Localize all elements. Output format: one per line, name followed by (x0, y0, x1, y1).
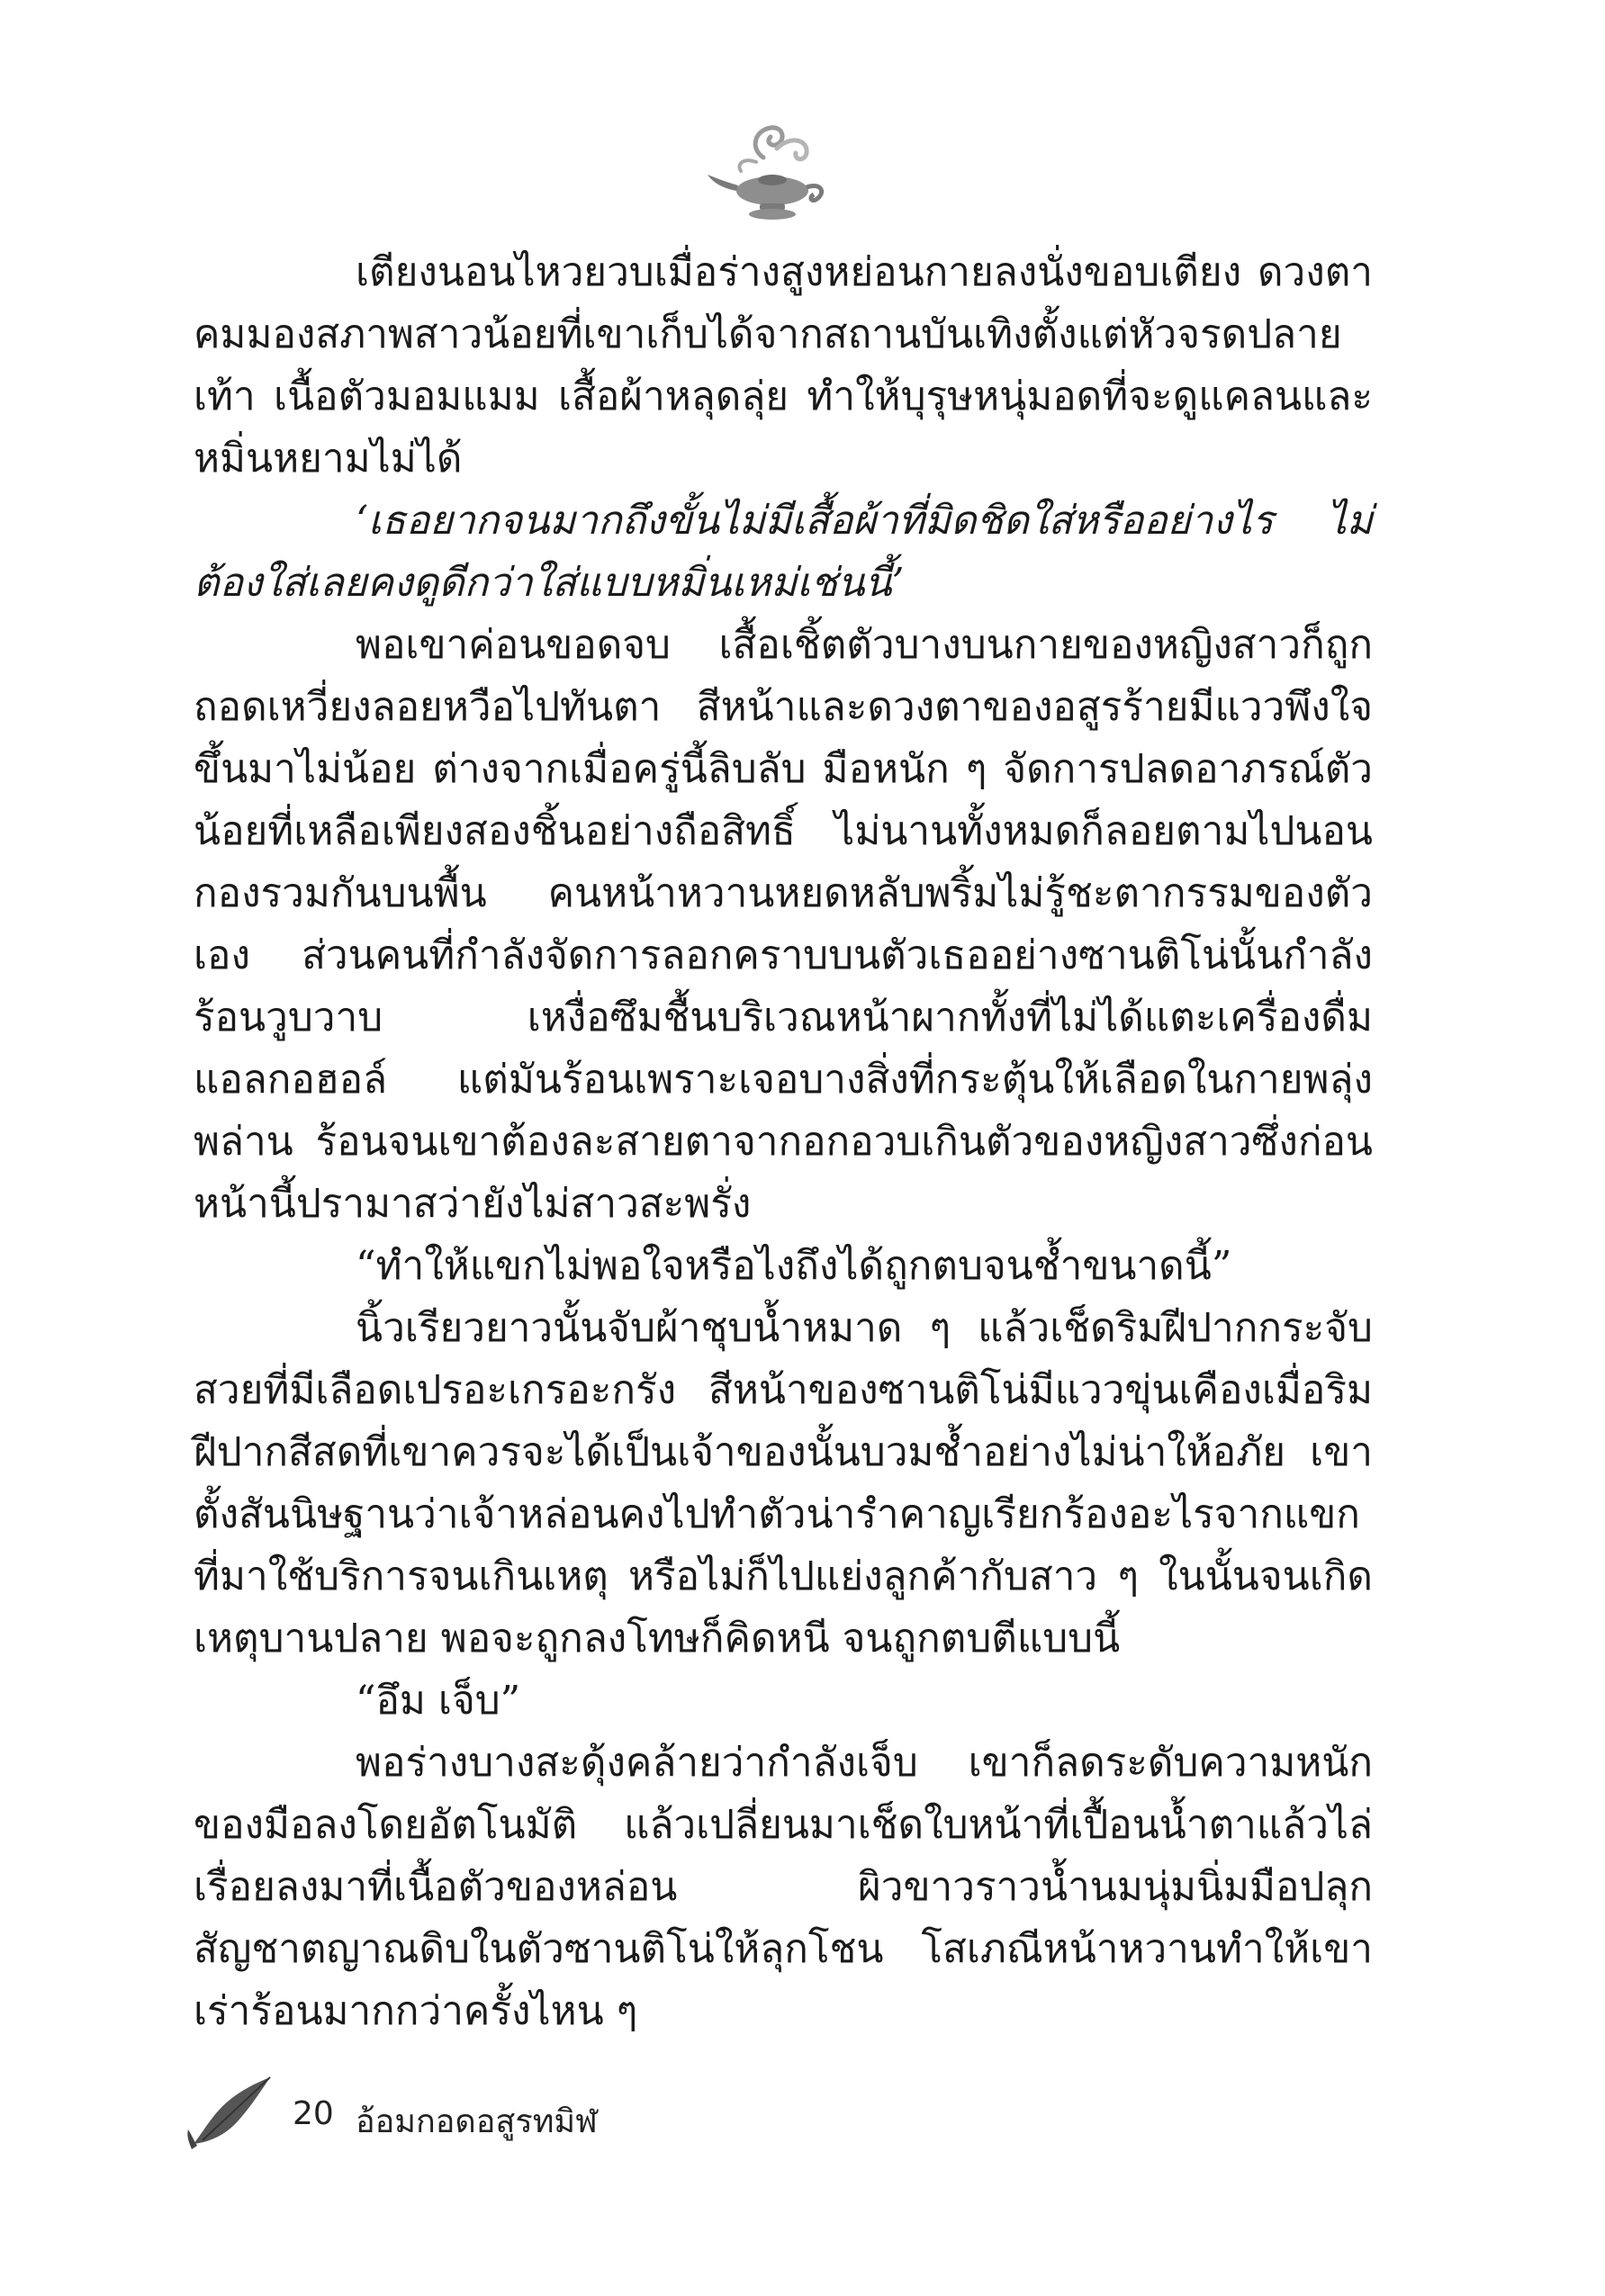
paragraph-dialogue: “อึม เจ็บ” (356, 1678, 521, 1724)
page-footer (185, 2070, 815, 2151)
genie-lamp-icon (700, 108, 835, 234)
feather-quill-icon (185, 2070, 275, 2151)
paragraph-dialogue: “ทำให้แขกไม่พอใจหรือไงถึงได้ถูกตบจนช้ำขนาดนี้” (356, 1243, 1232, 1289)
chapter-body (194, 241, 1373, 2042)
book-title: อ้อมกอดอสูรทมิฬ (356, 2103, 598, 2140)
page-number: 20 (293, 2095, 334, 2132)
paragraph-inner-thought: ‘เธอยากจนมากถึงขั้นไม่มีเสื้อผ้าที่มิดชิดใส่หรืออย่างไร ไม่ต้องใส่เลยคงดูดีกว่าใส่แบบหมิ่นเหม่เช่นนี้’ (194, 498, 1373, 606)
paragraph: เตียงนอนไหวยวบเมื่อร่างสูงหย่อนกายลงนั่งขอบเตียง ดวงตาคมมองสภาพสาวน้อยที่เขาเก็บได้จากสถานบันเทิงตั้งแต่หัวจรดปลายเท้า เนื้อตัวมอมแมม เสื้อผ้าหลุดลุ่ย ทำให้บุรุษหนุ่มอดที่จะดูแคลนและหมิ่นหยามไม่ได้ (194, 249, 1373, 482)
paragraph: นิ้วเรียวยาวนั้นจับผ้าชุบน้ำหมาด ๆ แล้วเช็ดริมฝีปากกระจับสวยที่มีเลือดเปรอะเกรอะกรัง สีหน้าของซานติโน่มีแววขุ่นเคืองเมื่อริมฝีปากสีสดที่เขาควรจะได้เป็นเจ้าของนั้นบวมช้ำอย่างไม่น่าให้อภัย เขาตั้งสันนิษฐานว่าเจ้าหล่อนคงไปทำตัวน่ารำคาญเรียกร้องอะไรจากแขกที่มาใช้บริการจนเกินเหตุ หรือไม่ก็ไปแย่งลูกค้ากับสาว ๆ ในนั้นจนเกิดเหตุบานปลาย พอจะถูกลงโทษก็คิดหนี จนถูกตบตีแบบนี้ (194, 1305, 1373, 1661)
paragraph: พอร่างบางสะดุ้งคล้ายว่ากำลังเจ็บ เขาก็ลดระดับความหนักของมือลงโดยอัตโนมัติ แล้วเปลี่ยนมาเช็ดใบหน้าที่เปื้อนน้ำตาแล้วไล่เรื่อยลงมาที่เนื้อตัวของหล่อน ผิวขาวราวน้ำนมนุ่มนิ่มมือปลุกสัญชาตญาณดิบในตัวซานติโน่ให้ลุกโชน โสเภณีหน้าหวานทำให้เขาเร่าร้อนมากกว่าครั้งไหน ๆ (194, 1740, 1373, 2034)
paragraph: พอเขาค่อนขอดจบ เสื้อเชิ้ตตัวบางบนกายของหญิงสาวก็ถูกถอดเหวี่ยงลอยหวือไปทันตา สีหน้าและดวงตาของอสูรร้ายมีแววพึงใจขึ้นมาไม่น้อย ต่างจากเมื่อครู่นี้ลิบลับ มือหนัก ๆ จัดการปลดอาภรณ์ตัวน้อยที่เหลือเพียงสองชิ้นอย่างถือสิทธิ์ ไม่นานทั้งหมดก็ลอยตามไปนอนกองรวมกันบนพื้น คนหน้าหวานหยดหลับพริ้มไม่รู้ชะตากรรมของตัวเอง ส่วนคนที่กำลังจัดการลอกคราบบนตัวเธออย่างซานติโน่นั้นกำลังร้อนวูบวาบ เหงื่อซึมชื้นบริเวณหน้าผากทั้งที่ไม่ได้แตะเครื่องดื่มแอลกอฮอล์ แต่มันร้อนเพราะเจอบางสิ่งที่กระตุ้นให้เลือดในกายพลุ่งพล่าน ร้อนจนเขาต้องละสายตาจากอกอวบเกินตัวของหญิงสาวซึ่งก่อนหน้านี้ปรามาสว่ายังไม่สาวสะพรั่ง (194, 622, 1373, 1227)
